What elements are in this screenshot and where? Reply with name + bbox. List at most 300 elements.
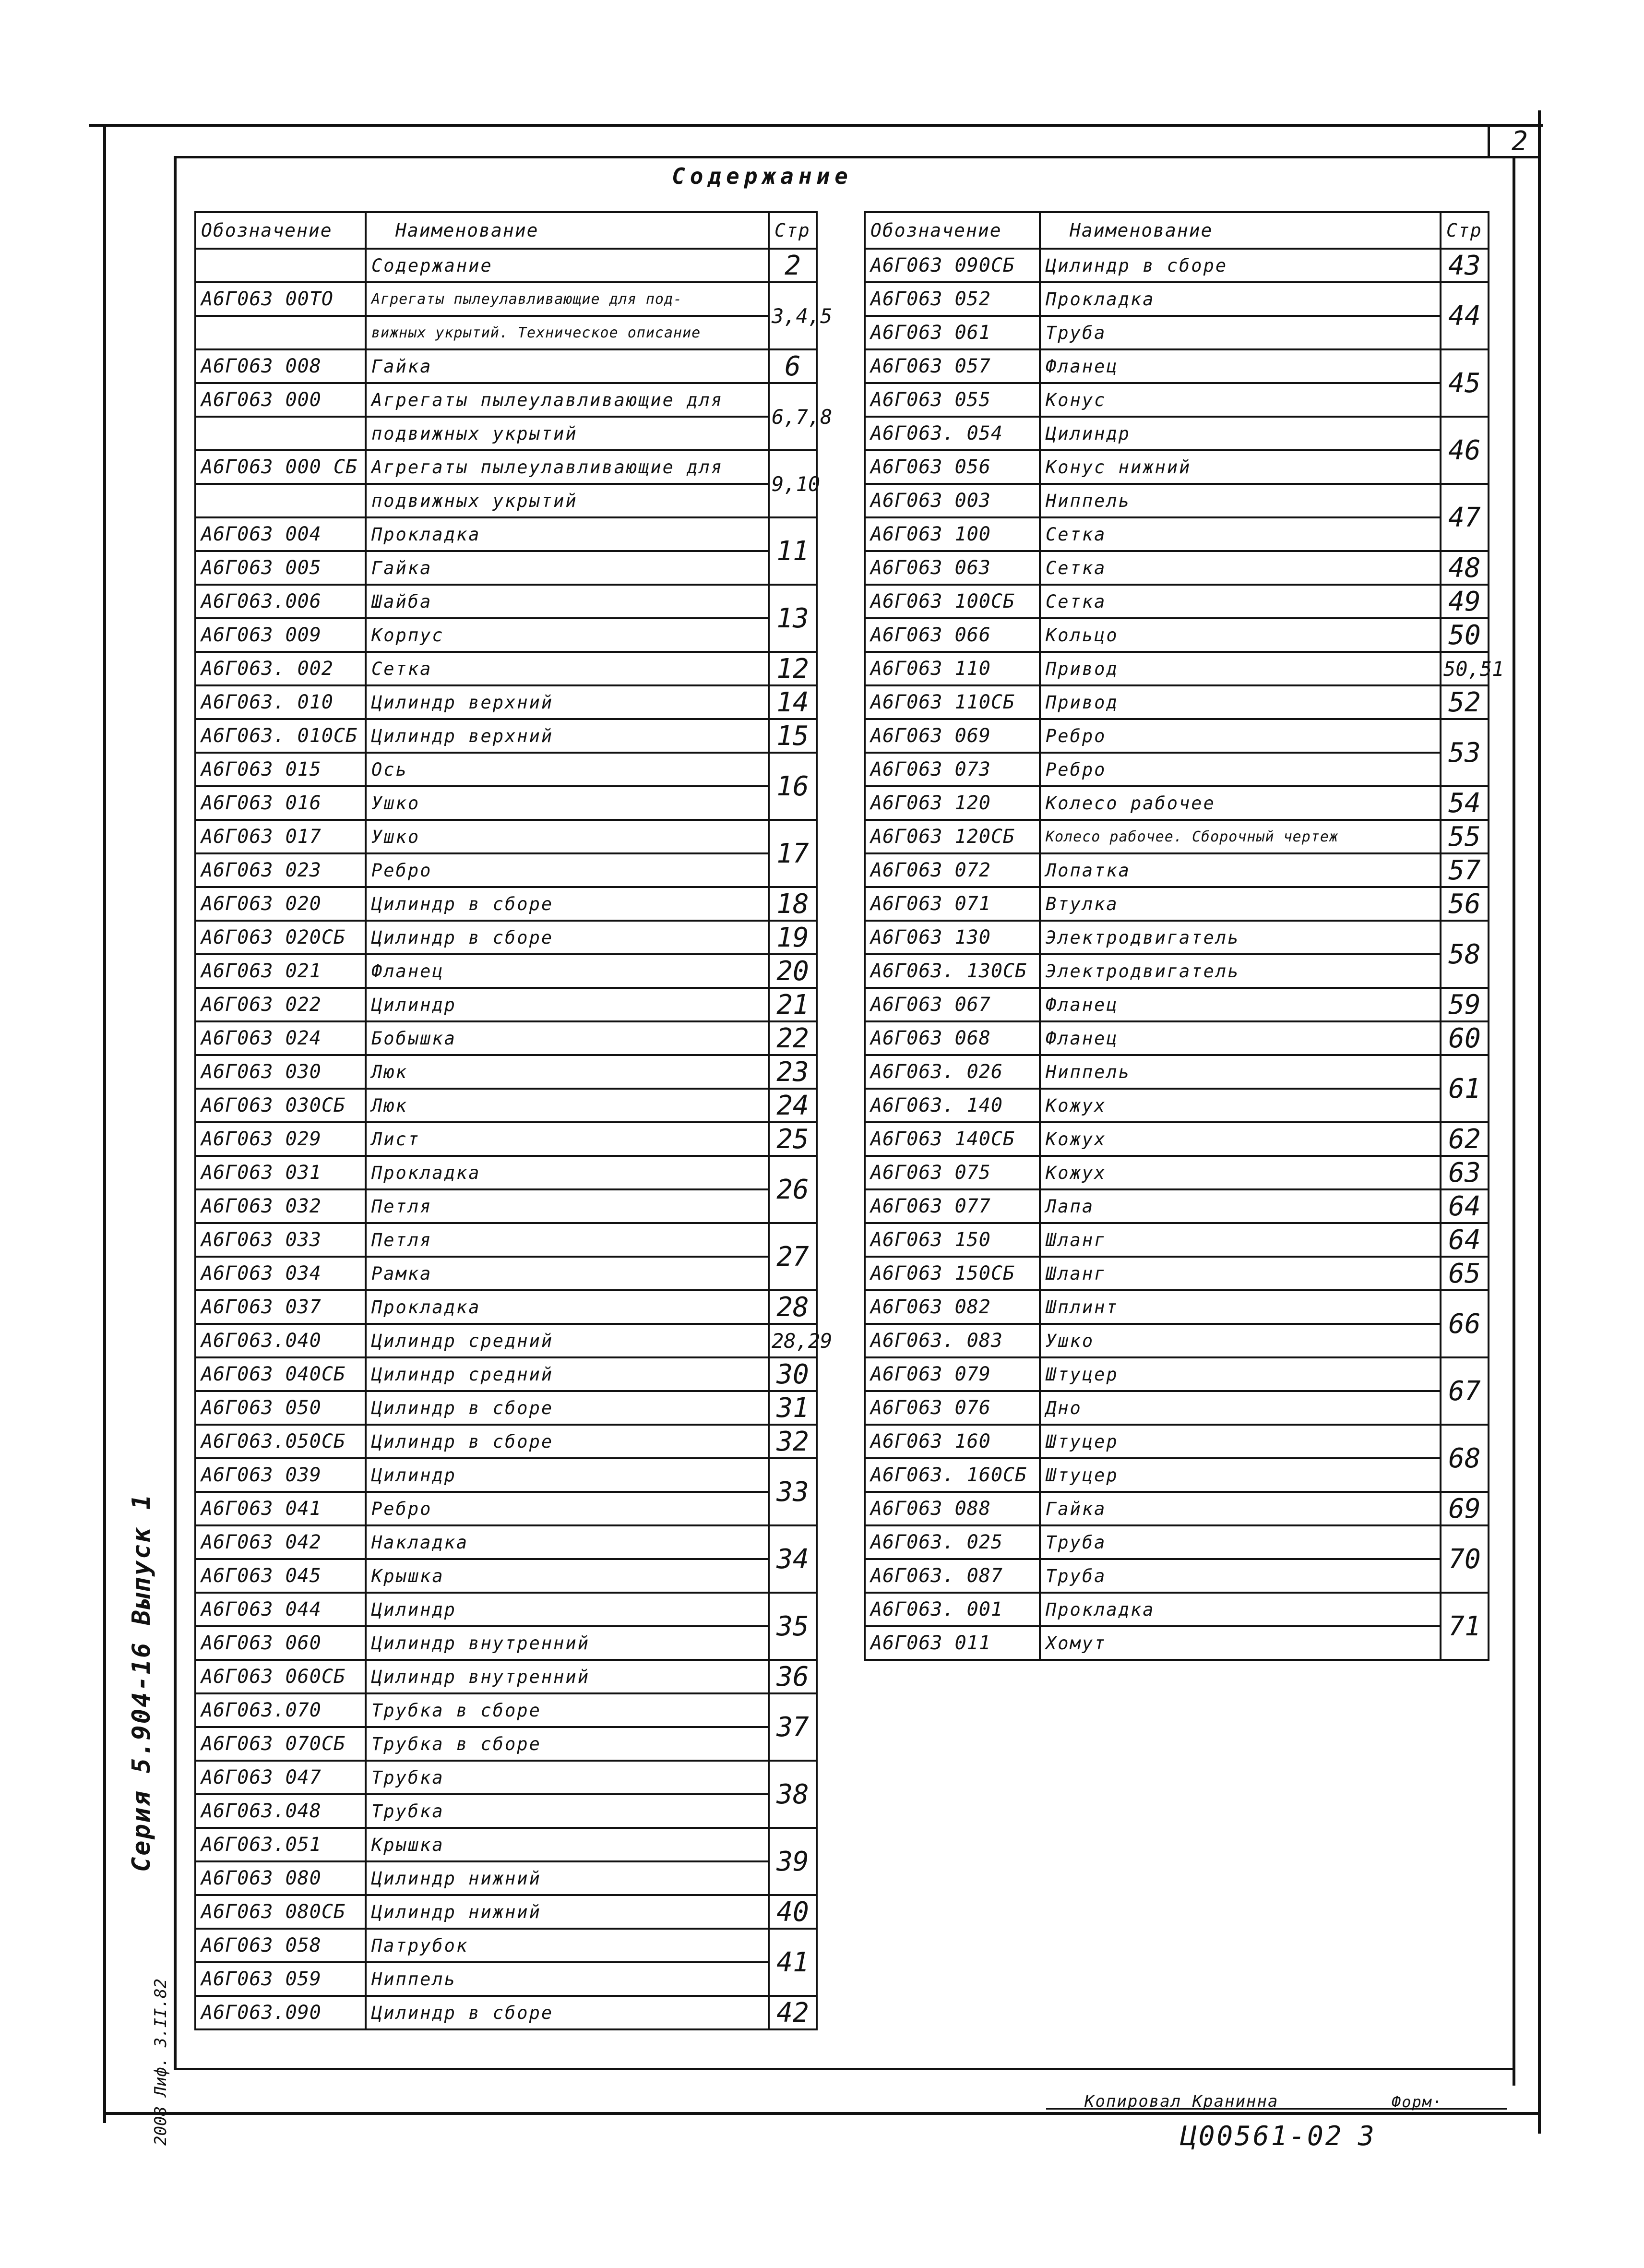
table-row — [195, 1929, 817, 1962]
table-row — [865, 1559, 1489, 1593]
name-cell: Штуцер — [1040, 1425, 1441, 1458]
name-cell: Цилиндр внутренний — [366, 1660, 769, 1693]
designation-cell: А6Г063 034 — [195, 1257, 366, 1290]
designation-cell: А6Г063. 130СБ — [865, 954, 1040, 988]
frame-left-outer — [103, 124, 106, 2123]
designation-cell: А6Г063 011 — [865, 1626, 1040, 1660]
page-cell: 18 — [769, 887, 817, 921]
table-row — [865, 652, 1489, 685]
page-cell: 31 — [769, 1391, 817, 1425]
designation-cell: А6Г063 000 СБ — [195, 450, 366, 484]
table-row — [195, 954, 817, 988]
name-cell: Штуцер — [1040, 1458, 1441, 1492]
table-row — [865, 383, 1489, 417]
table-row — [865, 1021, 1489, 1055]
name-cell: Втулка — [1040, 887, 1441, 921]
table-row — [195, 1122, 817, 1156]
name-cell: Цилиндр в сборе — [1040, 249, 1441, 282]
designation-cell: А6Г063 009 — [195, 618, 366, 652]
table-row — [195, 1962, 817, 1996]
designation-cell: А6Г063.040 — [195, 1324, 366, 1357]
name-cell: Цилиндр в сборе — [366, 921, 769, 954]
name-cell: Трубка в сборе — [366, 1727, 769, 1761]
page-cell: 17 — [769, 820, 817, 887]
name-cell: Лист — [366, 1122, 769, 1156]
name-cell: Цилиндр — [1040, 417, 1441, 450]
page-cell: 63 — [1441, 1156, 1489, 1189]
page-cell: 71 — [1441, 1593, 1489, 1660]
page-cell: 14 — [769, 685, 817, 719]
series-label: Серия 5.904-16 Выпуск 1 — [127, 1493, 156, 1872]
page-cell: 16 — [769, 753, 817, 820]
table-row — [865, 786, 1489, 820]
name-cell: Агрегаты пылеулавливающие для под- — [366, 282, 769, 316]
toc-table-right — [864, 211, 1504, 1661]
name-cell: Прокладка — [366, 517, 769, 551]
designation-cell: А6Г063 059 — [195, 1962, 366, 1996]
name-cell: Сетка — [1040, 585, 1441, 618]
designation-cell: А6Г063 072 — [865, 853, 1040, 887]
page-cell: 65 — [1441, 1257, 1489, 1290]
page-cell: 55 — [1441, 820, 1489, 853]
name-cell: Корпус — [366, 618, 769, 652]
name-cell: Фланец — [1040, 1021, 1441, 1055]
name-cell: Бобышка — [366, 1021, 769, 1055]
frame-top-inner — [174, 156, 1515, 158]
table-row — [195, 1559, 817, 1593]
table-row — [865, 1122, 1489, 1156]
page-cell: 42 — [769, 1996, 817, 2029]
table-row — [865, 551, 1489, 585]
designation-cell: А6Г063 077 — [865, 1189, 1040, 1223]
name-cell: Штуцер — [1040, 1357, 1441, 1391]
table-row — [195, 853, 817, 887]
designation-cell: А6Г063 030СБ — [195, 1089, 366, 1122]
designation-cell: А6Г063 069 — [865, 719, 1040, 753]
page-cell: 13 — [769, 585, 817, 652]
page-cell: 11 — [769, 517, 817, 585]
name-cell: Хомут — [1040, 1626, 1441, 1660]
page-cell: 49 — [1441, 585, 1489, 618]
name-cell: Патрубок — [366, 1929, 769, 1962]
column-header-name: Наименование — [1040, 212, 1441, 249]
page-cell: 46 — [1441, 417, 1489, 484]
table-row — [865, 1156, 1489, 1189]
table-row — [195, 1727, 817, 1761]
table-row — [865, 719, 1489, 753]
designation-cell: А6Г063. 140 — [865, 1089, 1040, 1122]
page-cell: 28 — [769, 1290, 817, 1324]
table-row — [195, 988, 817, 1021]
table-row — [195, 1895, 817, 1929]
name-cell: Фланец — [366, 954, 769, 988]
page-cell: 22 — [769, 1021, 817, 1055]
table-row — [195, 1156, 817, 1189]
table-row — [195, 282, 817, 316]
table-header-row — [865, 212, 1489, 249]
name-cell: Шплинт — [1040, 1290, 1441, 1324]
page-cell: 24 — [769, 1089, 817, 1122]
page-cell: 33 — [769, 1458, 817, 1525]
page-cell: 38 — [769, 1761, 817, 1828]
table-row — [865, 954, 1489, 988]
designation-cell: А6Г063. 160СБ — [865, 1458, 1040, 1492]
name-cell: Фланец — [1040, 349, 1441, 383]
table-row — [865, 1290, 1489, 1324]
name-cell: Прокладка — [366, 1156, 769, 1189]
name-cell: Электродвигатель — [1040, 954, 1441, 988]
page-cell: 67 — [1441, 1357, 1489, 1425]
designation-cell: А6Г063 090СБ — [865, 249, 1040, 282]
designation-cell: А6Г063 021 — [195, 954, 366, 988]
table-row — [195, 1425, 817, 1458]
designation-cell: А6Г063 041 — [195, 1492, 366, 1525]
frame-bottom-inner — [174, 2068, 1515, 2070]
name-cell: Лапа — [1040, 1189, 1441, 1223]
designation-cell: А6Г063 050 — [195, 1391, 366, 1425]
page-cell: 39 — [769, 1828, 817, 1895]
page-cell: 41 — [769, 1929, 817, 1996]
table-row — [865, 685, 1489, 719]
designation-cell: А6Г063 040СБ — [195, 1357, 366, 1391]
frame-right-inner — [1513, 156, 1515, 2086]
designation-cell: А6Г063 150 — [865, 1223, 1040, 1257]
page-cell: 69 — [1441, 1492, 1489, 1525]
table-row — [865, 1626, 1489, 1660]
name-cell: Трубка — [366, 1761, 769, 1794]
table-row — [195, 1525, 817, 1559]
name-cell: Гайка — [366, 349, 769, 383]
toc-table-right-body — [865, 249, 1504, 1660]
designation-cell: А6Г063. 002 — [195, 652, 366, 685]
page-cell: 26 — [769, 1156, 817, 1223]
designation-cell: А6Г063 024 — [195, 1021, 366, 1055]
table-row — [865, 1391, 1489, 1425]
designation-cell: А6Г063 150СБ — [865, 1257, 1040, 1290]
name-cell: Цилиндр внутренний — [366, 1626, 769, 1660]
name-cell: Цилиндр средний — [366, 1324, 769, 1357]
table-row — [865, 1189, 1489, 1223]
designation-cell: А6Г063 120 — [865, 786, 1040, 820]
designation-cell: А6Г063 073 — [865, 753, 1040, 786]
table-row — [865, 820, 1489, 853]
table-row — [195, 652, 817, 685]
table-row — [195, 1693, 817, 1727]
page-cell: 12 — [769, 652, 817, 685]
page-cell: 50 — [1441, 618, 1489, 652]
designation-cell: А6Г063 160 — [865, 1425, 1040, 1458]
column-header-designation: Обозначение — [195, 212, 366, 249]
table-row — [865, 988, 1489, 1021]
page-cell: 25 — [769, 1122, 817, 1156]
designation-cell: А6Г063 082 — [865, 1290, 1040, 1324]
designation-cell: А6Г063 045 — [195, 1559, 366, 1593]
designation-cell: А6Г063 033 — [195, 1223, 366, 1257]
name-cell: Шланг — [1040, 1223, 1441, 1257]
name-cell: Цилиндр нижний — [366, 1861, 769, 1895]
designation-cell — [195, 249, 366, 282]
page-cell: 47 — [1441, 484, 1489, 551]
table-row — [195, 585, 817, 618]
page-cell: 64 — [1441, 1223, 1489, 1257]
name-cell: Ребро — [1040, 719, 1441, 753]
designation-cell: А6Г063 130 — [865, 921, 1040, 954]
name-cell: Сетка — [366, 652, 769, 685]
designation-cell: А6Г063 070СБ — [195, 1727, 366, 1761]
name-cell: Прокладка — [1040, 1593, 1441, 1626]
page-cell: 68 — [1441, 1425, 1489, 1492]
name-cell: Сетка — [1040, 551, 1441, 585]
table-row — [865, 1324, 1489, 1357]
designation-cell: А6Г063 067 — [865, 988, 1040, 1021]
document-code: Ц00561-02 — [1180, 2121, 1344, 2152]
format-label: Форм· — [1392, 2093, 1443, 2111]
frame-right-outer — [1538, 110, 1541, 2134]
page-cell: 27 — [769, 1223, 817, 1290]
designation-cell: А6Г063. 026 — [865, 1055, 1040, 1089]
name-cell: Ребро — [366, 1492, 769, 1525]
name-cell: Труба — [1040, 1525, 1441, 1559]
name-cell: Ребро — [1040, 753, 1441, 786]
table-row — [865, 585, 1489, 618]
table-row — [865, 1458, 1489, 1492]
name-cell: Люк — [366, 1055, 769, 1089]
name-cell: Конус — [1040, 383, 1441, 417]
designation-cell: А6Г063 029 — [195, 1122, 366, 1156]
page-cell: 43 — [1441, 249, 1489, 282]
name-cell: Привод — [1040, 652, 1441, 685]
table-row — [195, 517, 817, 551]
table-row — [865, 921, 1489, 954]
table-row — [195, 249, 817, 282]
designation-cell: А6Г063. 010 — [195, 685, 366, 719]
designation-cell: А6Г063 022 — [195, 988, 366, 1021]
name-cell: Привод — [1040, 685, 1441, 719]
designation-cell: А6Г063 047 — [195, 1761, 366, 1794]
name-cell: Дно — [1040, 1391, 1441, 1425]
table-row — [195, 753, 817, 786]
designation-cell: А6Г063 110 — [865, 652, 1040, 685]
designation-cell: А6Г063 100 — [865, 517, 1040, 551]
designation-cell: А6Г063 030 — [195, 1055, 366, 1089]
designation-cell: А6Г063 100СБ — [865, 585, 1040, 618]
column-header-page: Стр — [1441, 212, 1489, 249]
name-cell: Цилиндр — [366, 1593, 769, 1626]
designation-cell: А6Г063 055 — [865, 383, 1040, 417]
page-cell: 52 — [1441, 685, 1489, 719]
column-header-name: Наименование — [366, 212, 769, 249]
designation-cell: А6Г063 000 — [195, 383, 366, 417]
designation-cell: А6Г063 004 — [195, 517, 366, 551]
frame-top-outer — [89, 124, 1543, 127]
table-row — [195, 1021, 817, 1055]
name-cell: подвижных укрытий — [366, 484, 769, 517]
page-cell: 64 — [1441, 1189, 1489, 1223]
name-cell: Ниппель — [1040, 484, 1441, 517]
page-cell: 6,7,8 — [769, 383, 817, 450]
page-cell: 34 — [769, 1525, 817, 1593]
table-row — [195, 1055, 817, 1089]
page-cell: 37 — [769, 1693, 817, 1761]
name-cell: Сетка — [1040, 517, 1441, 551]
toc-table-left — [194, 211, 833, 2030]
column-header-page: Стр — [769, 212, 817, 249]
copied-by: Копировал Кранинна — [1084, 2092, 1279, 2111]
name-cell: Гайка — [366, 551, 769, 585]
name-cell: Кожух — [1040, 1156, 1441, 1189]
designation-cell: А6Г063.050СБ — [195, 1425, 366, 1458]
table-row — [865, 1357, 1489, 1391]
table-header-row — [195, 212, 817, 249]
page-cell: 56 — [1441, 887, 1489, 921]
name-cell: Труба — [1040, 1559, 1441, 1593]
designation-cell: А6Г063 003 — [865, 484, 1040, 517]
page-cell: 20 — [769, 954, 817, 988]
table-row — [865, 517, 1489, 551]
page-cell: 21 — [769, 988, 817, 1021]
name-cell: Конус нижний — [1040, 450, 1441, 484]
page-cell: 15 — [769, 719, 817, 753]
table-row — [865, 1593, 1489, 1626]
table-row — [195, 551, 817, 585]
designation-cell — [195, 484, 366, 517]
table-row — [865, 1425, 1489, 1458]
name-cell: Крышка — [366, 1559, 769, 1593]
designation-cell: А6Г063 015 — [195, 753, 366, 786]
designation-cell: А6Г063 008 — [195, 349, 366, 383]
page-cell: 59 — [1441, 988, 1489, 1021]
designation-cell: А6Г063 044 — [195, 1593, 366, 1626]
name-cell: Петля — [366, 1223, 769, 1257]
name-cell: Цилиндр верхний — [366, 719, 769, 753]
table-row — [195, 887, 817, 921]
page-cell: 61 — [1441, 1055, 1489, 1122]
name-cell: Рамка — [366, 1257, 769, 1290]
table-row — [865, 1525, 1489, 1559]
page-number: 2 — [1512, 126, 1528, 157]
designation-cell: А6Г063 042 — [195, 1525, 366, 1559]
table-row — [865, 753, 1489, 786]
table-row — [865, 853, 1489, 887]
designation-cell: А6Г063.090 — [195, 1996, 366, 2029]
page-title: Содержание — [672, 163, 853, 189]
table-row — [195, 1828, 817, 1861]
designation-cell: А6Г063 00ТО — [195, 282, 366, 316]
name-cell: Трубка — [366, 1794, 769, 1828]
name-cell: Шланг — [1040, 1257, 1441, 1290]
page-cell: 62 — [1441, 1122, 1489, 1156]
table-row — [865, 249, 1489, 282]
page-cell: 57 — [1441, 853, 1489, 887]
designation-cell: А6Г063 023 — [195, 853, 366, 887]
page-cell: 30 — [769, 1357, 817, 1391]
designation-cell: А6Г063 075 — [865, 1156, 1040, 1189]
designation-cell: А6Г063 071 — [865, 887, 1040, 921]
designation-cell: А6Г063 017 — [195, 820, 366, 853]
page-cell: 6 — [769, 349, 817, 383]
page-cell: 48 — [1441, 551, 1489, 585]
table-row — [865, 484, 1489, 517]
table-row — [195, 719, 817, 753]
table-row — [195, 1761, 817, 1794]
page-cell: 35 — [769, 1593, 817, 1660]
designation-cell: А6Г063. 087 — [865, 1559, 1040, 1593]
designation-cell: А6Г063 056 — [865, 450, 1040, 484]
page-cell: 28,29 — [769, 1324, 817, 1357]
name-cell: Цилиндр нижний — [366, 1895, 769, 1929]
designation-cell: А6Г063 005 — [195, 551, 366, 585]
designation-cell: А6Г063. 025 — [865, 1525, 1040, 1559]
page-cell: 3,4,5 — [769, 282, 817, 349]
page-cell: 19 — [769, 921, 817, 954]
table-row — [865, 417, 1489, 450]
name-cell: вижных укрытий. Техническое описание — [366, 316, 769, 349]
name-cell: Цилиндр в сборе — [366, 1996, 769, 2029]
name-cell: Прокладка — [366, 1290, 769, 1324]
page-cell: 9,10 — [769, 450, 817, 517]
table-row — [195, 349, 817, 383]
name-cell: Содержание — [366, 249, 769, 282]
designation-cell: А6Г063 031 — [195, 1156, 366, 1189]
designation-cell: А6Г063. 083 — [865, 1324, 1040, 1357]
designation-cell: А6Г063 039 — [195, 1458, 366, 1492]
table-row — [195, 921, 817, 954]
table-row — [865, 349, 1489, 383]
designation-cell: А6Г063 076 — [865, 1391, 1040, 1425]
name-cell: Ниппель — [366, 1962, 769, 1996]
table-row — [865, 1223, 1489, 1257]
approval-stamp: 2008 Лиф. 3.II.82 — [151, 1979, 170, 2146]
frame-bottom-outer — [103, 2112, 1541, 2115]
designation-cell: А6Г063 061 — [865, 316, 1040, 349]
table-row — [195, 618, 817, 652]
table-row — [195, 1391, 817, 1425]
page-cell: 36 — [769, 1660, 817, 1693]
table-row — [865, 1257, 1489, 1290]
table-row — [865, 1055, 1489, 1089]
designation-cell: А6Г063. 010СБ — [195, 719, 366, 753]
designation-cell: А6Г063 016 — [195, 786, 366, 820]
table-row — [195, 1257, 817, 1290]
designation-cell: А6Г063 052 — [865, 282, 1040, 316]
name-cell: Цилиндр в сборе — [366, 1391, 769, 1425]
table-row — [195, 1492, 817, 1525]
designation-cell: А6Г063 060 — [195, 1626, 366, 1660]
name-cell: Петля — [366, 1189, 769, 1223]
designation-cell: А6Г063.070 — [195, 1693, 366, 1727]
name-cell: Прокладка — [1040, 282, 1441, 316]
page-cell: 54 — [1441, 786, 1489, 820]
designation-cell: А6Г063 079 — [865, 1357, 1040, 1391]
table-row — [195, 786, 817, 820]
page-cell: 53 — [1441, 719, 1489, 786]
table-row — [195, 1189, 817, 1223]
designation-cell: А6Г063 057 — [865, 349, 1040, 383]
page-cell: 70 — [1441, 1525, 1489, 1593]
name-cell: Крышка — [366, 1828, 769, 1861]
name-cell: Люк — [366, 1089, 769, 1122]
table-row — [195, 685, 817, 719]
page-cell: 60 — [1441, 1021, 1489, 1055]
designation-cell: А6Г063 068 — [865, 1021, 1040, 1055]
name-cell: Труба — [1040, 316, 1441, 349]
name-cell: Ребро — [366, 853, 769, 887]
table-row — [865, 887, 1489, 921]
toc-table-left-body — [195, 249, 833, 2029]
column-header-designation: Обозначение — [865, 212, 1040, 249]
name-cell: Лопатка — [1040, 853, 1441, 887]
table-row — [195, 1861, 817, 1895]
